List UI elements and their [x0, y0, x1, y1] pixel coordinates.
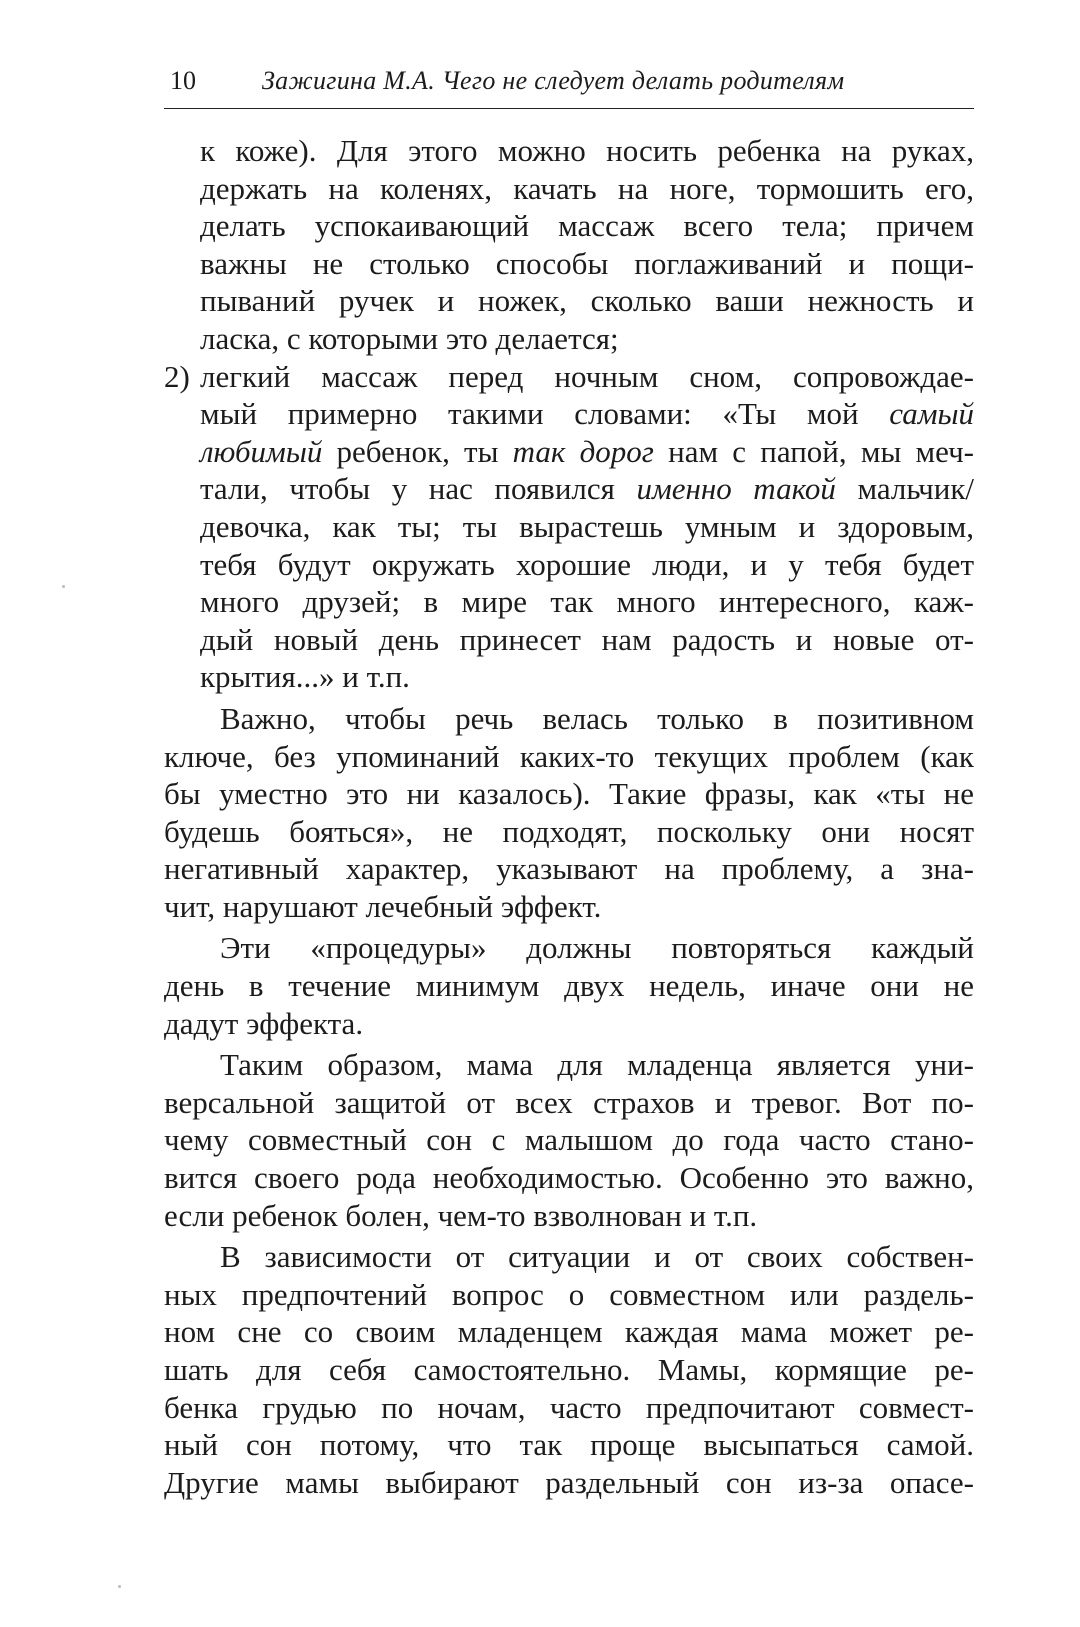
running-header	[164, 62, 974, 109]
text-line: Таким образом, мама для младенца является уни-	[220, 1047, 974, 1083]
text-line: чит, нарушают лечебный эффект.	[164, 888, 602, 924]
text-line: чему совместный сон с малышом до года часто стано-	[164, 1122, 974, 1158]
scan-speck	[62, 585, 65, 588]
text-line: Важно, чтобы речь велась только в позитивном	[220, 700, 974, 736]
italic-run: самый	[889, 396, 974, 432]
text-line: ключе, без упоминаний каких-то текущих проблем (как	[164, 738, 974, 774]
text-line: будешь бояться», не подходят, поскольку они носят	[164, 813, 974, 849]
text-line	[164, 395, 974, 433]
text-line: день в течение минимум двух недель, иначе они не	[164, 968, 974, 1004]
paragraph	[164, 1046, 974, 1234]
text-run: ребенок, ты	[322, 433, 513, 469]
text-line: легкий массаж перед ночным сном, сопровождае-	[200, 358, 974, 394]
running-header-title: Зажигина М.А. Чего не следует делать родителям	[262, 66, 845, 95]
body-text	[164, 132, 974, 1501]
text-line	[164, 470, 974, 508]
text-line: много друзей; в мире так много интересного, каж-	[200, 584, 974, 620]
paragraph	[164, 700, 974, 926]
scan-speck	[118, 1585, 121, 1588]
text-line: крытия...» и т.п.	[200, 659, 410, 695]
text-line: бы уместно это ни казалось). Такие фразы, как «ты не	[164, 776, 974, 812]
text-line: тебя будут окружать хорошие люди, и у тебя будет	[200, 546, 974, 582]
text-line: если ребенок болен, чем-то взволнован и т.п.	[164, 1197, 758, 1233]
text-line: бенка грудью по ночам, часто предпочитают совмест-	[164, 1389, 974, 1425]
text-line: дый новый день принесет нам радость и новые от-	[200, 621, 974, 657]
text-run: тали, чтобы у нас появился	[200, 471, 637, 507]
text-line: ном сне со своим младенцем каждая мама может ре-	[164, 1314, 974, 1350]
list-item-1-continuation	[164, 132, 974, 358]
text-line: Другие мамы выбирают раздельный сон из-за опасе-	[164, 1464, 974, 1500]
text-line: вится своего рода необходимостью. Особенно это важно,	[164, 1160, 974, 1196]
text-line	[164, 433, 974, 471]
text-line: негативный характер, указывают на проблему, а зна-	[164, 851, 974, 887]
italic-run: любимый	[200, 433, 323, 469]
italic-run: так дорог	[512, 433, 654, 469]
text-line: ласка, с которыми это делается;	[200, 320, 619, 356]
text-line: ных предпочтений вопрос о совместном или раздель-	[164, 1276, 974, 1312]
text-line: Эти «процедуры» должны повторяться каждый	[220, 930, 974, 966]
text-line: делать успокаивающий массаж всего тела; причем	[200, 208, 974, 244]
text-line: пываний ручек и ножек, сколько ваши нежность и	[200, 283, 974, 319]
text-run: мый примерно такими словами: «Ты мой	[200, 396, 890, 432]
text-line: важны не столько способы поглаживаний и пощи-	[200, 245, 974, 281]
text-run: мальчик/	[835, 471, 974, 507]
italic-run: именно такой	[636, 471, 836, 507]
text-line: к коже). Для этого можно носить ребенка на руках,	[200, 133, 974, 168]
paragraph	[164, 929, 974, 1042]
text-line: ный сон потому, что так проще высыпаться самой.	[164, 1427, 974, 1463]
page-number: 10	[170, 66, 196, 95]
list-item-2	[164, 358, 974, 696]
list-marker: 2)	[164, 358, 190, 394]
text-line: версальной защитой от всех страхов и тревог. Вот по-	[164, 1084, 974, 1120]
text-line: девочка, как ты; ты вырастешь умным и здоровым,	[200, 508, 974, 544]
text-run: нам с папой, мы меч-	[653, 433, 975, 469]
paragraph	[164, 1238, 974, 1501]
text-line: дадут эффекта.	[164, 1005, 364, 1041]
text-line: шать для себя самостоятельно. Мамы, кормящие ре-	[164, 1352, 974, 1387]
text-line: держать на коленях, качать на ноге, тормошить его,	[200, 170, 974, 206]
text-line: В зависимости от ситуации и от своих собствен-	[220, 1239, 974, 1275]
